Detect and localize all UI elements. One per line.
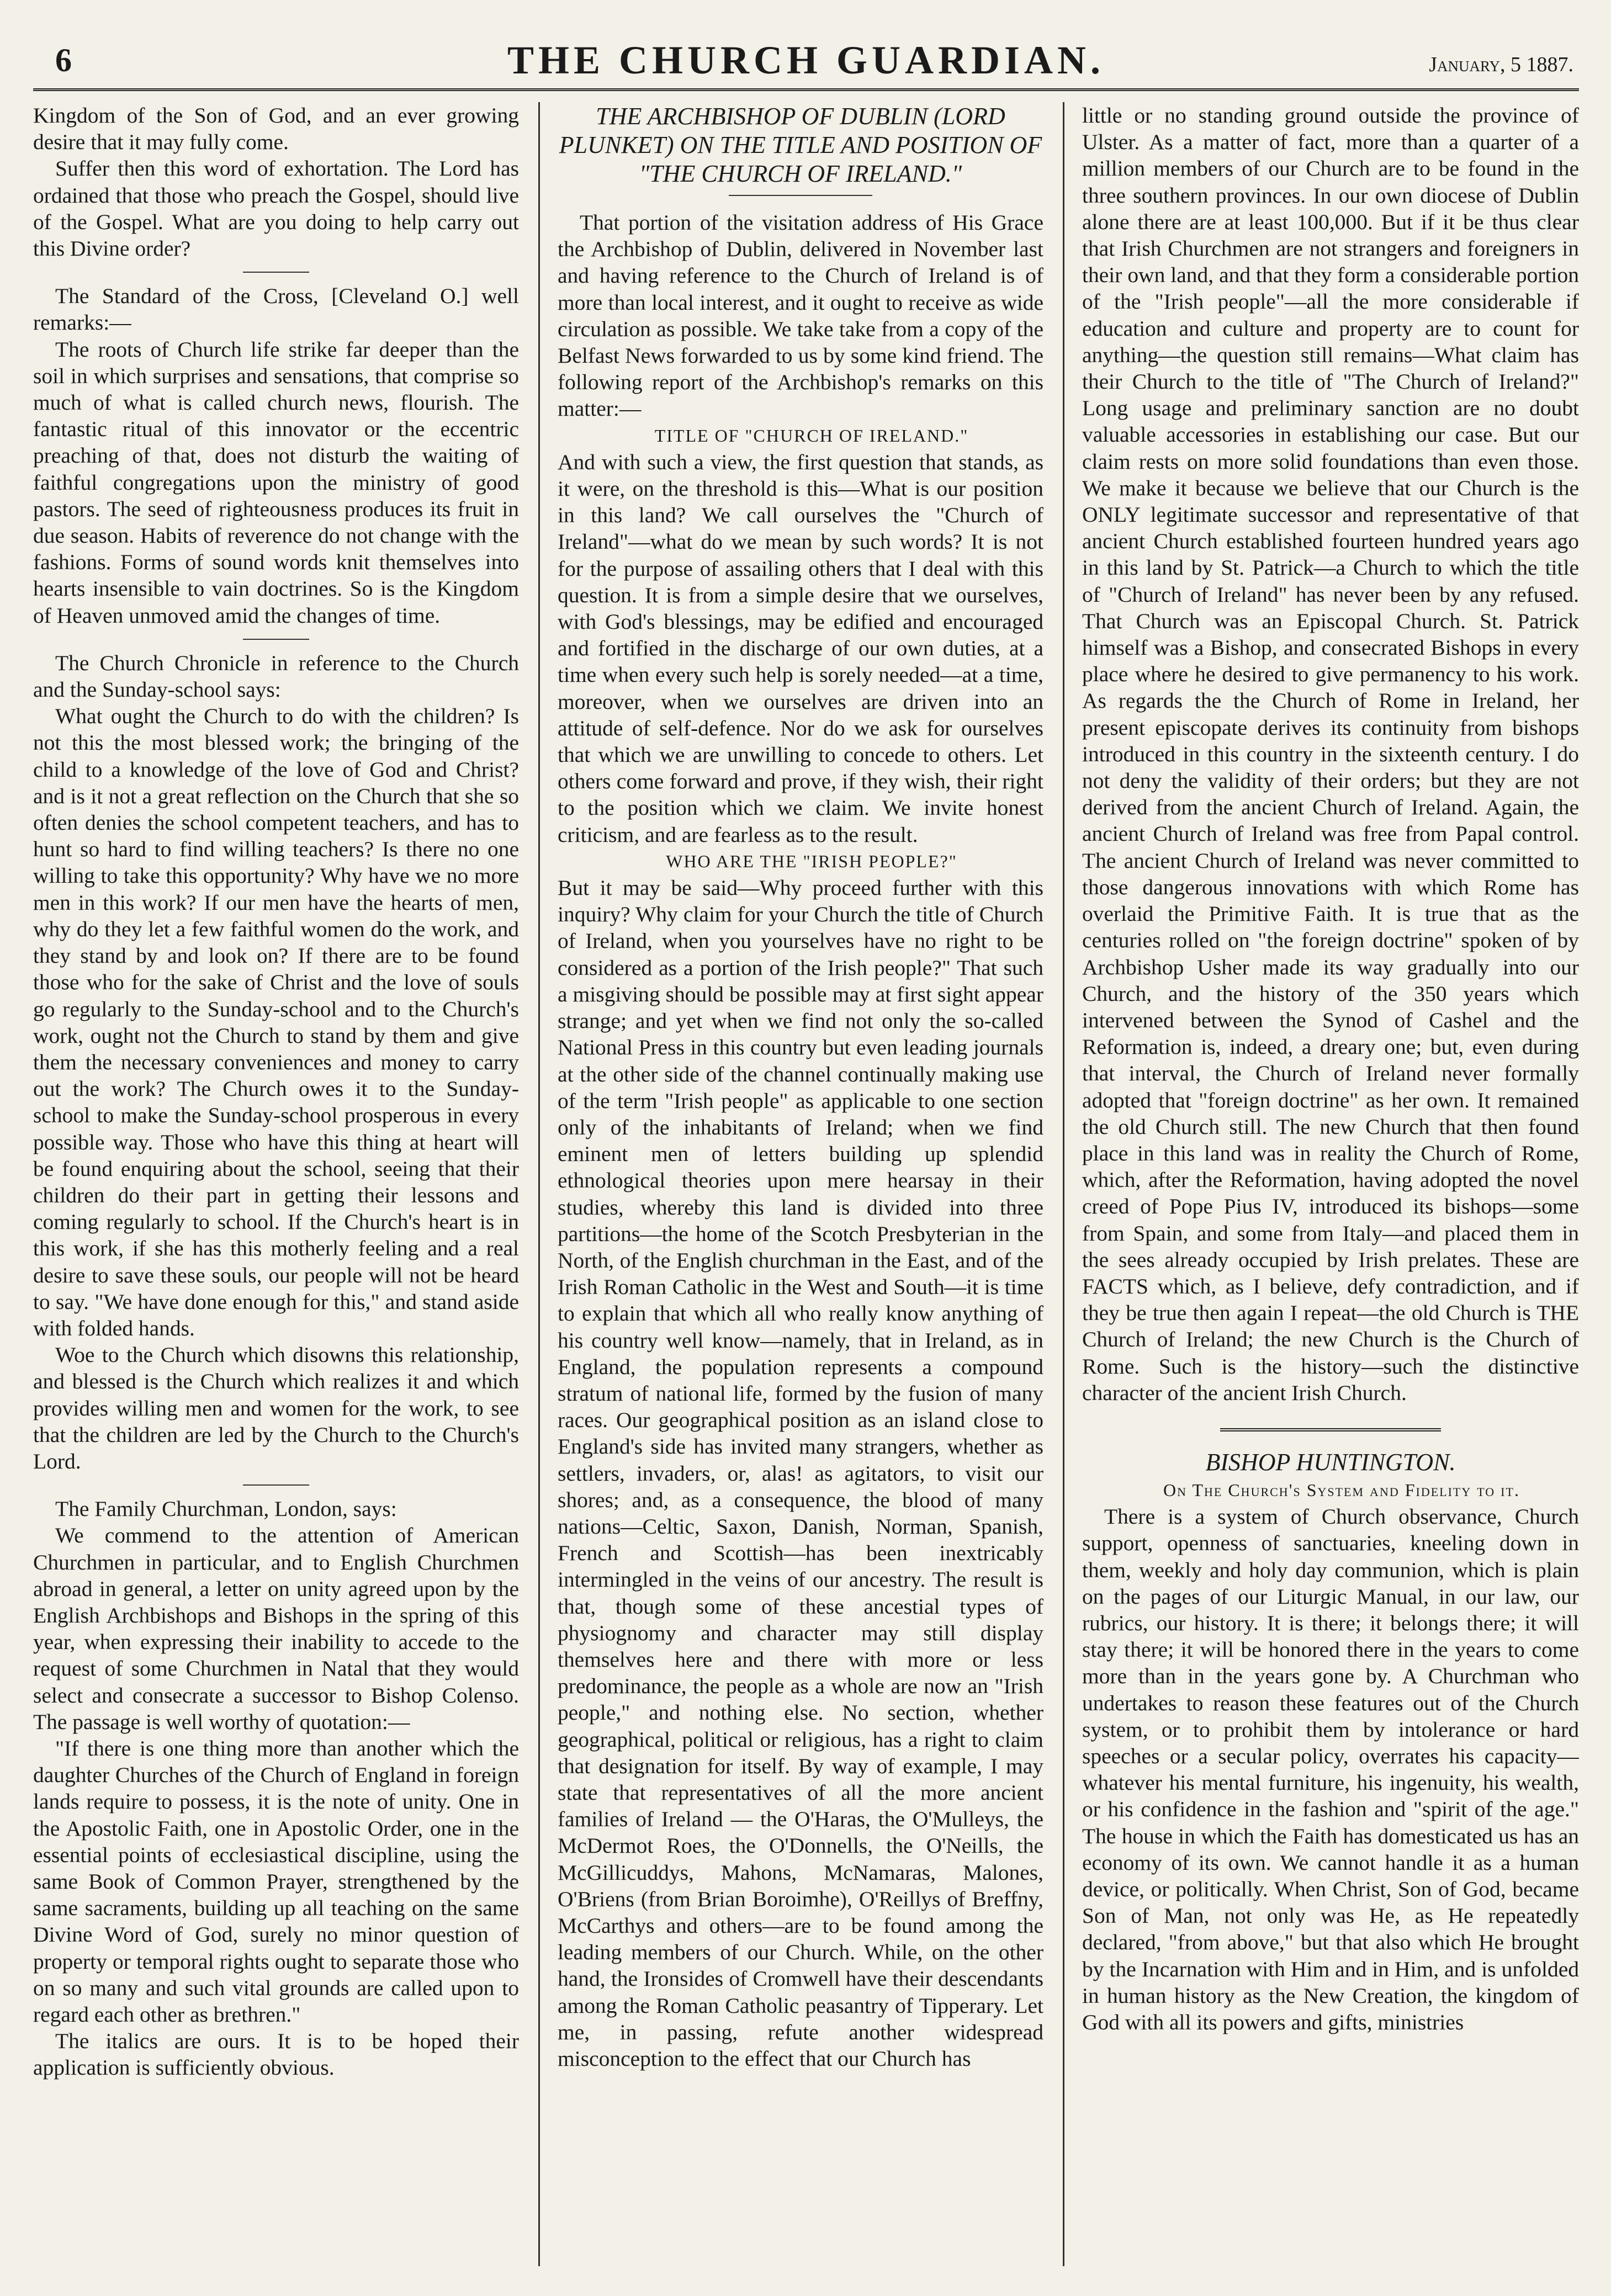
paragraph: little or no standing ground outside the province of Ulster. As a matter of fact, more than a quarter of a million members of our Church are to be found in the three southern provinces. In our own diocese of Dublin alone there are at least 100,000. But if it be thus clear that Irish Churchmen are not strangers and foreigners in their own land, and that they form a considerable portion of the "Irish people"—all the more considerable if education and culture and property are to count for anything—the question still remains—What claim has their Church to the title of "The Church of Ireland?" Long usage and preliminary sanction are no doubt valuable accessories in establishing our case. But our claim rests on more solid foundations than even those. We make it because we believe that our Church is the ONLY legitimate successor and representative of that ancient Church established fourteen hundred years ago in this land by St. Patrick—a Church to which the title of "Church of Ireland" has never been by any refused. That Church was an Episcopal Church. St. Patrick himself was a Bishop, and consecrated Bishops in every place where he desired to give permanency to his work. As regards the the Church of Rome in Ireland, her present episcopate derives its continuity from bishops introduced in this country in the sixteenth century. I do not deny the validity of their orders; but they are not derived from the ancient Church of Ireland. Again, the ancient Church of Ireland was free from Papal control. The ancient Church of Ireland was never committed to those dangerous innovations with which Rome has overlaid the Primitive Faith. It is true that as the centuries rolled on "the foreign doctrine" spoken of by Archbishop Usher made its way gradually into our Church, and the history of the 350 years which intervened between the Synod of Cashel and the Reformation is, indeed, a dreary one; but, even during that interval, the Church of Ireland never formally adopted that "foreign doctrine" as her own. It remained the old Church still. The new Church that then found place in this land was in reality the Church of Rome, which, after the Reformation, having adopted the novel creed of Pope Pius IV, introduced its bishops—some from Spain, and some from Italy—and placed them in the sees already occupied by Irish prelates. These are FACTS which, as I believe, defy contradiction, and if they be true then again I repeat—the old Church is THE Church of Ireland; the new Church is the Church of Rome. Such is the history—such the distinctive character of the ancient Irish Church.: [1082, 103, 1579, 1405]
paragraph: "If there is one thing more than another which the daughter Churches of the Church of England in foreign lands require to possess, it is the note of unity. One in the Apostolic Faith, one in Apostolic Order, one in the essential points of ecclesiastical discipline, using the same Book of Common Prayer, strengthened by the same sacraments, building up all teaching on the same Divine Word of God, surely no minor question of property or temporal rights ought to separate those who on so many and such vital grounds are called upon to regard each other as brethren.": [33, 1736, 519, 2027]
separator: [1220, 1428, 1441, 1431]
paragraph: Suffer then this word of exhortation. The Lord has ordained that those who preach the Gospel, should live of the Gospel. What are you doing to help carry out this Divine order?: [33, 156, 519, 261]
paragraph: What ought the Church to do with the children? Is not this the most blessed work; the bringing of the child to a knowledge of the love of God and Christ? and is it not a great reflection on the Church that she so often denies the school competent teachers, and has to hunt so hard to find willing teachers? Is there no one willing to take this opportunity? Why have we no more men in this work? If our men have the hearts of men, why do they let a few faithful women do the work, and they stand by and look on? If there are to be found those who for the sake of Christ and the love of souls go regularly to the Sunday-school and to the Church's work, ought not the Church to stand by them and give them the necessary conveniences and money to carry out the work? The Church owes it to the Sunday-school to make the Sunday-school prosperous in every possible way. Those who have this thing at heart will be found enquiring about the school, seeing that their children do their part in getting their lessons and coming regularly to school. If the Church's heart is in this work, if she has this motherly feeling and a real desire to save these souls, our people will not be heard to say. "We have done enough for this," and stand aside with folded hands.: [33, 704, 519, 1340]
issue-date: January, 5 1887.: [1429, 53, 1573, 76]
separator: [243, 1484, 309, 1486]
subheading: On The Church's System and Fidelity to it.: [1163, 1480, 1520, 1500]
paragraph: The italics are ours. It is to be hoped their application is sufficiently obvious.: [33, 2029, 519, 2080]
paragraph: That portion of the visitation address of His Grace the Archbishop of Dublin, delivered in November last and having reference to the Church of Ireland is of more than local interest, and it ought to receive as wide circulation as possible. We take take from a copy of the Belfast News forwarded to us by some kind friend. The following report of the Archbishop's remarks on this matter:—: [558, 210, 1043, 421]
paragraph: But it may be said—Why proceed further with this inquiry? Why claim for your Church the title of Church of Ireland, when you yourselves have no right to be considered as a portion of the Irish people?" That such a misgiving should be possible may at first sight appear strange; and yet when we find not only the so-called National Press in this country but even leading journals at the other side of the channel continually making use of the term "Irish people" as applicable to one section only of the inhabitants of Ireland; when we find eminent men of letters building up splendid ethnological theories upon mere hearsay in their studies, whereby this land is divided into three partitions—the home of the Scotch Presbyterian in the North, of the English churchman in the East, and of the Irish Roman Catholic in the West and South—it is time to explain that which all who really know anything of his country well know—namely, that in Ireland, as in England, the population represents a compound stratum of national life, formed by the fusion of many races. Our geographical position as an island close to England's side has invited many strangers, whether as settlers, invaders, or, alas! as agitators, to visit our shores; and, as a consequence, the blood of many nations—Celtic, Saxon, Danish, Norman, Spanish, French and Scottish—has been inextricably intermingled in the veins of our ancestry. The result is that, though some of these ancestial types of physiognomy and character may still display themselves here and there with more or less predominance, the people as a whole are now an "Irish people," and nothing else. No section, whether geographical, political or religious, has a right to claim that designation for itself. By way of example, I may state that representatives of all the more ancient families of Ireland — the O'Haras, the O'Mulleys, the McDermot Roes, the O'Donnells, the O'Neills, the McGillicuddys, Mahons, McNamaras, Malones, O'Briens (from Brian Boroimhe), O'Reillys of Breffny, McCarthys and others—are to be found among the leading members of our Church. While, on the other hand, the Ironsides of Cromwell have their descendants among the Roman Catholic peasantry of Tipperary. Let me, in passing, refute another widespread misconception to the effect that our Church has: [558, 876, 1043, 2071]
paragraph: There is a system of Church observance, Church support, openness of sanctuaries, kneeling down in them, weekly and holy day communion, which is plain on the pages of our Liturgic Manual, in our law, our rubrics, our history. It is there; it belongs there; it will stay there; it will be honored there in the years to come more than in the years gone by. A Churchman who undertakes to reason these features out of the Church system, or to prohibit them by intolerance or hard speeches or a secular policy, overrates his capacity—whatever his mental furniture, his ingenuity, his wealth, or his confidence in the fashion and "spirit of the age." The house in which the Faith has domesticated us has an economy of its own. We cannot handle it as a human device, or politically. When Christ, Son of God, became Son of Man, not only was He, as He repeatedly declared, "from above," but that also which He brought by the Incarnation with Him and in Him, and is unfolded in human history as the New Creation, the kingdom of God with all its powers and gifts, ministries: [1082, 1504, 1579, 2035]
subheading: WHO ARE THE "IRISH PEOPLE?": [666, 851, 957, 871]
masthead: [33, 22, 1579, 91]
paragraph: The Family Churchman, London, says:: [55, 1497, 397, 1521]
paragraph: Woe to the Church which disowns this relationship, and blessed is the Church which realizes it and which provides willing men and women for the work, to see that the children are led by the Church to the Church's Lord.: [33, 1343, 519, 1473]
paragraph: The Standard of the Cross, [Cleveland O.] well remarks:—: [33, 284, 519, 335]
column-3: [1082, 102, 1579, 2266]
newspaper-title: THE CHURCH GUARDIAN.: [507, 38, 1105, 82]
separator: [243, 639, 309, 640]
separator: [243, 272, 309, 273]
article-heading: BISHOP HUNTINGTON.: [1205, 1448, 1456, 1476]
column-2: [558, 102, 1043, 2266]
paragraph: The Church Chronicle in reference to the Church and the Sunday-school says:: [33, 650, 519, 702]
paragraph: The roots of Church life strike far deeper than the soil in which surprises and sensations, that comprise so much of what is called church news, flourish. The fantastic ritual of this innovator or the eccentric preaching of that, does not disturb the waiting of faithful congregations upon the ministry of good pastors. The seed of righteousness produces its fruit in due season. Habits of reverence do not change with the fashions. Forms of sound words knit themselves into hearts insensible to vain doctrines. So is the Kingdom of Heaven unmoved amid the changes of time.: [33, 337, 519, 628]
separator: [729, 195, 872, 196]
column-rule: [538, 102, 540, 2266]
column-rule: [1063, 102, 1064, 2266]
paragraph: And with such a view, the first question that stands, as it were, on the threshold is this—What is our position in this land? We call ourselves the "Church of Ireland"—what do we mean by such words? It is not for the purpose of assailing others that I deal with this question. It is from a simple desire that we ourselves, with God's blessings, may be edified and encouraged and fortified in the discharge of our own duties, at a time when every such help is sorely needed—at a time, moreover, when we ourselves are driven into an attitude of self-defence. Nor do we ask for ourselves that which we are unwilling to concede to others. Let others come forward and prove, if they wish, their right to the position which we claim. We invite honest criticism, and are fearless as to the result.: [558, 449, 1043, 847]
column-1: [33, 102, 519, 2266]
paragraph: We commend to the attention of American Churchmen in particular, and to English Churchmen abroad in general, a letter on unity agreed upon by the English Archbishops and Bishops in the spring of this year, when expressing their inability to accede to the request of some Churchmen in Natal that they would select and consecrate a successor to Bishop Colenso. The passage is well worthy of quotation:—: [33, 1523, 519, 1734]
subheading: TITLE OF "CHURCH OF IRELAND.": [654, 425, 969, 446]
paragraph: Kingdom of the Son of God, and an ever growing desire that it may fully come.: [33, 103, 519, 155]
article-heading: THE ARCHBISHOP OF DUBLIN (LORD PLUNKET) ON THE TITLE AND POSITION OF "THE CHURCH OF IRELAND.": [559, 103, 1042, 187]
page-number: 6: [55, 42, 72, 78]
